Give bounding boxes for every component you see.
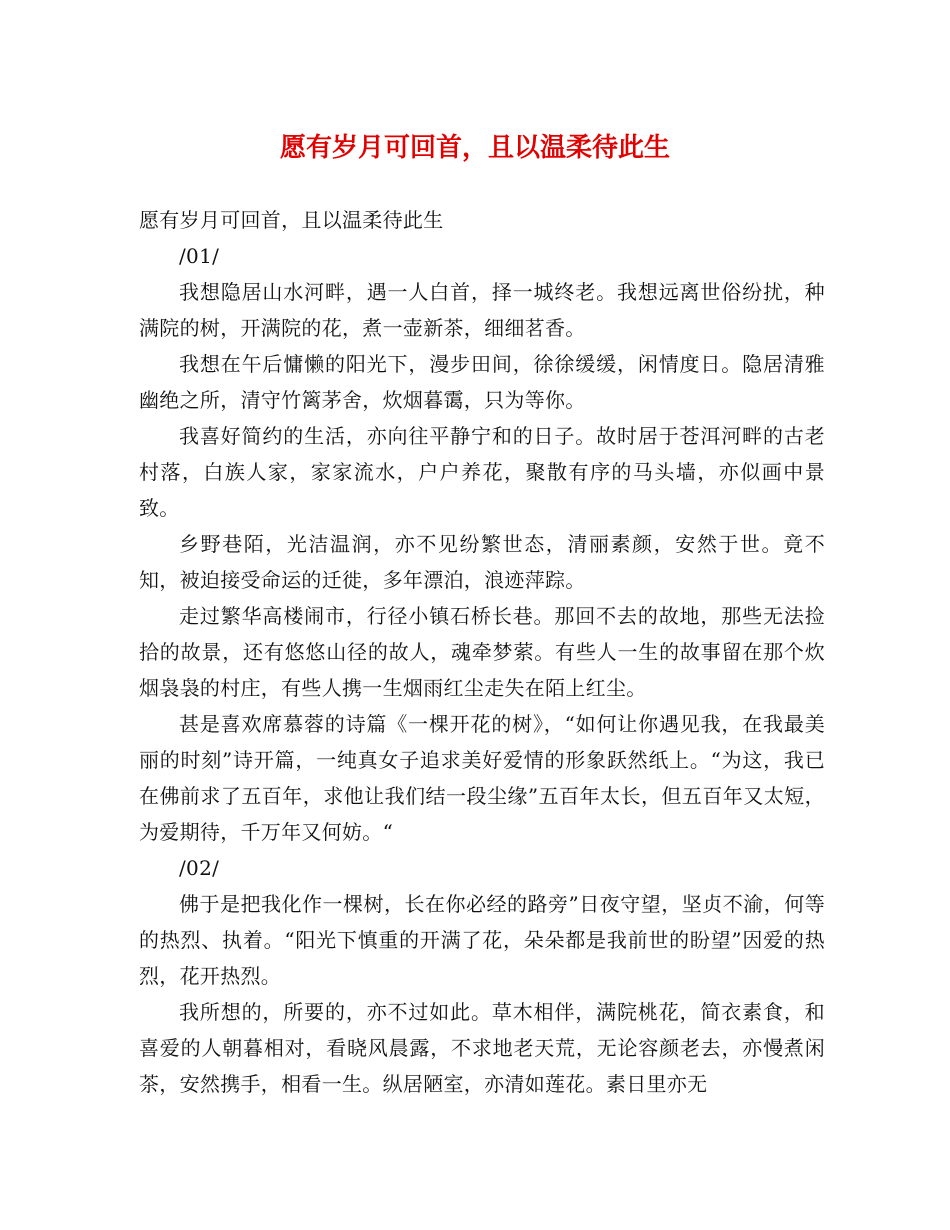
section-marker: /02/: [179, 856, 220, 880]
paragraph: 我想隐居山水河畔，遇一人白首，择一城终老。我想远离世俗纷扰，种满院的树，开满院的花，煮一壶新茶，细细茗香。: [139, 280, 825, 340]
document-body: [139, 202, 825, 1102]
section-marker: /01/: [179, 244, 220, 268]
document-subtitle: 愿有岁月可回首，且以温柔待此生: [139, 208, 444, 232]
paragraph: 我所想的，所要的，亦不过如此。草木相伴，满院桃花，简衣素食，和喜爱的人朝暮相对，看晓风晨露，不求地老天荒，无论容颜老去，亦慢煮闲茶，安然携手，相看一生。纵居陋室，亦清如莲花。素日里亦无: [139, 1000, 825, 1096]
paragraph: 我想在午后慵懒的阳光下，漫步田间，徐徐缓缓，闲情度日。隐居清雅幽绝之所，清守竹篱茅舍，炊烟暮霭，只为等你。: [139, 352, 825, 412]
paragraph: 佛于是把我化作一棵树，长在你必经的路旁”日夜守望，坚贞不渝，何等的热烈、执着。“阳光下慎重的开满了花，朵朵都是我前世的盼望”因爱的热烈，花开热烈。: [139, 892, 825, 988]
paragraph: 乡野巷陌，光洁温润，亦不见纷繁世态，清丽素颜，安然于世。竟不知，被迫接受命运的迁徙，多年漂泊，浪迹萍踪。: [139, 532, 825, 592]
paragraph: 甚是喜欢席慕蓉的诗篇《一棵开花的树》，“如何让你遇见我，在我最美丽的时刻”诗开篇，一纯真女子追求美好爱情的形象跃然纸上。“为这，我已在佛前求了五百年，求他让我们结一段尘缘”五百年太长，但五百年又太短，为爱期待，千万年又何妨。“: [139, 712, 825, 844]
paragraph: 我喜好简约的生活，亦向往平静宁和的日子。故时居于苍洱河畔的古老村落，白族人家，家家流水，户户养花，聚散有序的马头墙，亦似画中景致。: [139, 424, 825, 520]
paragraph: 走过繁华高楼闹市，行径小镇石桥长巷。那回不去的故地，那些无法捡拾的故景，还有悠悠山径的故人，魂牵梦萦。有些人一生的故事留在那个炊烟袅袅的村庄，有些人携一生烟雨红尘走失在陌上红尘。: [139, 604, 825, 700]
document-title: 愿有岁月可回首，且以温柔待此生: [279, 133, 670, 163]
